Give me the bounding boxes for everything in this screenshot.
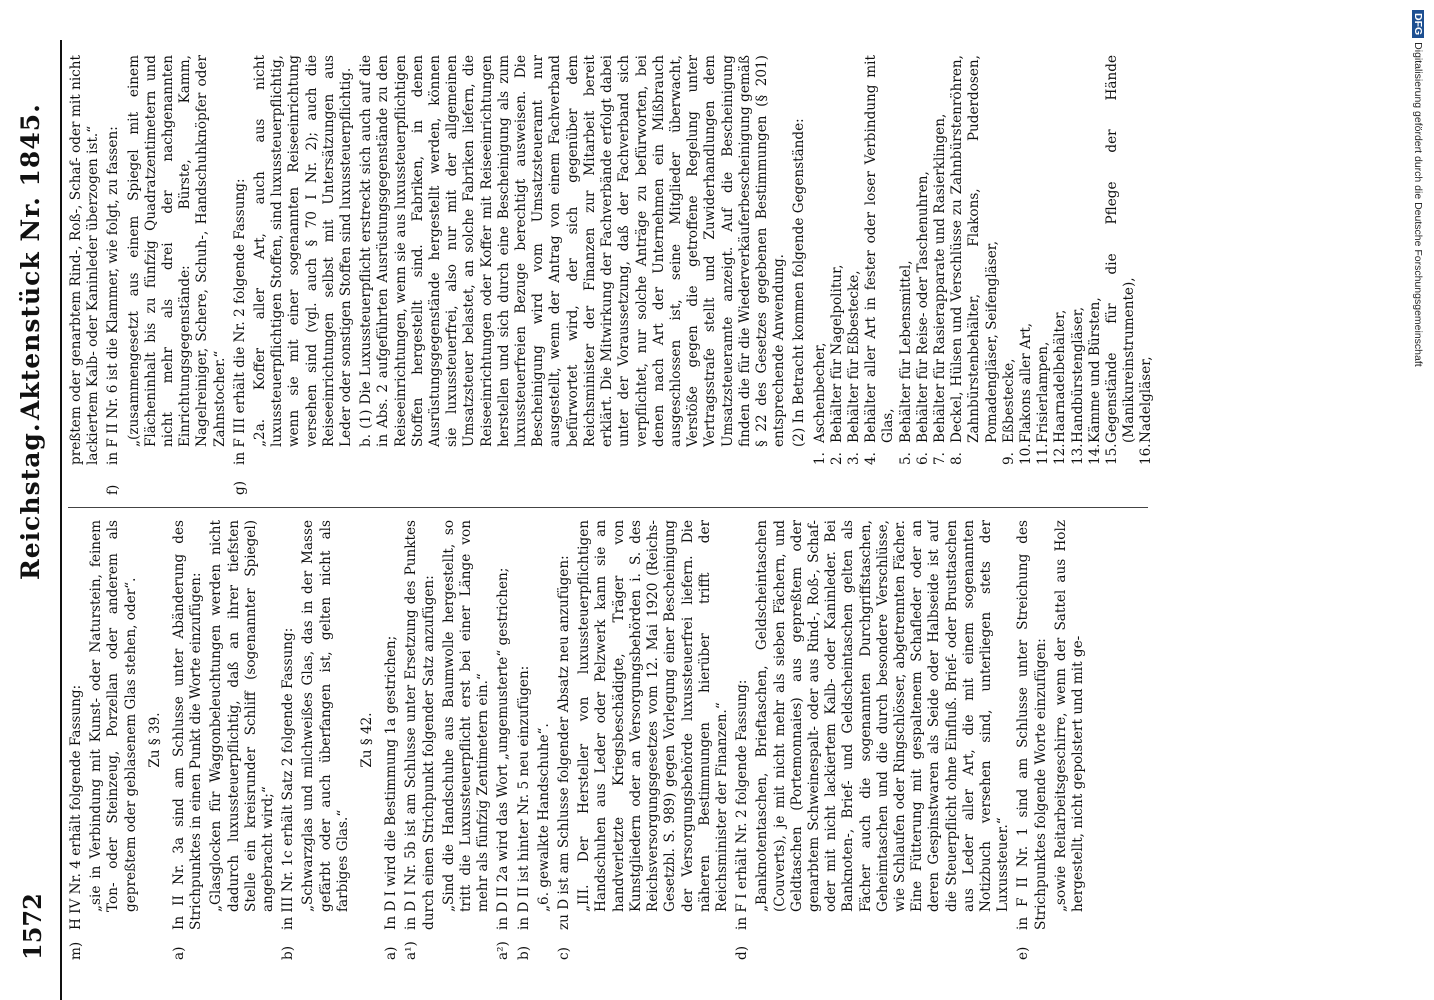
paragraph-m: m)H IV Nr. 4 erhält folgende Fassung:	[68, 684, 84, 960]
funding-note-text: Digitalisierung gefördert durch die Deutsche Forschungsgemeinschaft	[1412, 42, 1424, 367]
list-item: 9.Eßbestecke,	[1000, 358, 1017, 465]
list-item: 14.Kämme und Bürsten,	[1086, 297, 1103, 465]
list-item: 5.Behälter für Lebensmittel,	[897, 260, 914, 465]
page-number: 1572	[18, 893, 47, 960]
quote-42a1: „Sind die Handschuhe aus Baumwolle hergestellt, so tritt die Luxussteuerpflicht erst bei einer Länge von mehr als fünfzig Zentimetern ein.“	[440, 520, 492, 912]
paragraph-42c: c)zu D ist am Schlusse folgender Absatz neu anzufügen:	[556, 555, 573, 960]
header-left-title: Reichstag.	[16, 422, 45, 580]
funding-note	[1412, 10, 1424, 367]
list-item: 7.Behälter für Rasierapparate und Rasierklingen,	[931, 113, 948, 465]
item-list	[812, 55, 1156, 495]
paragraph-42b: b)in D II ist hinter Nr. 5 neu einzufügen:	[515, 665, 532, 960]
list-item: 2.Behälter für Nagelpolitur,	[828, 264, 845, 465]
quote-39a: „Glasglocken für Waggonbeleuchtungen werden nicht dadurch luxussteuerpflichtig, daß an ihrer tiefsten Stelle ein kreisrunder Schliff (sogenannter Spiegel) angebracht wird;“	[208, 520, 277, 912]
paragraph-42e: e)in F II Nr. 1 sind am Schlusse unter Streichung des Strichpunktes folgende Worte einzufügen:	[1015, 520, 1049, 960]
list-item: 3.Behälter für Eßbestecke,	[845, 270, 862, 465]
paragraph-39b: b)in III Nr. 1c erhält Satz 2 folgende Fassung:	[280, 627, 297, 960]
section-heading-42: Zu § 42.	[359, 712, 376, 768]
list-item: 13.Handbürstengläser,	[1069, 306, 1086, 465]
quote-g-a: „2a. Koffer aller Art, auch aus nicht luxussteuerpflichtigen Stoffen, sind luxussteuerpflichtig, wenn sie mit einer sogenannten Reiseeinrichtung versehen sind (vgl. auch § 70 I Nr. 2); auch die Reiseeinrichtungen selbst mit Untersätzungen aus Leder oder sonstigen Stoffen sind luxussteuerpflichtig.	[252, 55, 355, 447]
continuation-text: preßtem oder genarbtem Rind-, Roß-, Schaf- oder mit nicht lackiertem Kalb- oder Kaninleder überzogen ist.“	[68, 55, 102, 465]
quote-m: „sie in Verbindung mit Kunst- oder Naturstein, feinem Ton- oder Steinzeug, Porzellan oder anderem als gepreßtem oder geblasenem Glas stehen, oder“.	[88, 520, 139, 912]
paragraph-g: g)in F III erhält die Nr. 2 folgende Fassung:	[231, 178, 248, 495]
list-intro: (2) In Betracht kommen folgende Gegenstände:	[791, 118, 808, 447]
list-item: 1.Aschenbecher,	[811, 342, 828, 465]
list-item: 12.Haarnadelbehälter,	[1052, 309, 1069, 465]
quote-g-b: b. (1) Die Luxussteuerpflicht erstreckt sich auch auf die in Abs. 2 aufgeführten Ausrüstungsgegenstände zu den Reiseeinrichtungen, wenn sie aus luxussteuerpflichtigen Stoffen hergestellt sind. Fabriken, in denen Ausrüstungsgegenstände hergestellt werden, können sie luxussteuerfrei, also nur mit der allgemeinen Umsatzsteuer belastet, an solche Fabriken liefern, die Reiseeinrichtungen oder Koffer mit Reiseeinrichtungen herstellen und sich durch eine Bescheinigung als zum luxussteuerfreien Bezuge berechtigt ausweisen. Die Bescheinigung wird vom Umsatzsteueramt nur ausgestellt, wenn der Antrag von einem Fachverband befürwortet wird, der sich gegenüber dem Reichsminister der Finanzen zur Mitarbeit bereit erklärt. Die Mitwirkung der Fachverbände erfolgt dabei unter der Voraussetzung, daß der Fachverband sich verpflichtet, nur solche Anträge zu befürworten, bei denen nach Art der Unternehmen ein Mißbrauch ausgeschlossen ist, seine Mitglieder überwacht, Verstöße gegen die getroffene Regelung unter Vertragsstrafe stellt und Zuwiderhandlungen dem Umsatzsteueramte anzeigt. Auf die Bescheinigung finden die für die Wiederverkäuferbescheinigung gemäß § 22 des Gesetzes gegebenen Bestimmungen (§ 201) entsprechende Anwendung.	[358, 55, 788, 447]
list-item: 15.Gegenstände für die Pflege der Hände (Manikureinstrumente),	[1103, 55, 1138, 465]
column-right	[68, 55, 1368, 495]
quote-42d: „Banknotentaschen, Brieftaschen, Geldscheintaschen (Couverts), je mit nicht mehr als sieben Fächern, und Geldtaschen (Portemonnaies) aus gepreßtem oder genarbtem Schweinespalt- oder aus Rind-, Roß-, Schaf- oder mit nicht lackiertem Kalb- oder Kaninleder. Bei Banknoten-, Brief- und Geldscheintaschen gelten als Fächer auch die sogenannten Durchgriffstaschen, Geheimtaschen und die durch besondere Verschlüsse, wie Schlaufen oder Ringschlösser, abgetrennten Fächer. Eine Fütterung mit gespaltenem Schafleder oder an deren Gespinstwaren als Seide oder Halbseide ist auf die Steuerpflicht ohne Einfluß. Brief- oder Brusttaschen aus Leder aller Art, die mit einem sogenannten Notizbuch versehen sind, unterliegen stets der Luxussteuer.“	[754, 520, 1012, 912]
paragraph-39a: a)In II Nr. 3a sind am Schlusse unter Abänderung des Strichpunktes in einen Punkt die Worte einzufügen:	[171, 520, 205, 960]
list-item: 4.Behälter aller Art in fester oder loser Verbindung mit Glas,	[863, 55, 897, 465]
paragraph-f: f)in F II Nr. 6 ist die Klammer, wie folgt, zu fassen:	[105, 126, 122, 495]
paragraph-42a2: a²)in D II 2a wird das Wort „ungemusterte“ gestrichen;	[495, 567, 512, 960]
list-item: 10.Flakons aller Art,	[1017, 322, 1034, 465]
quote-42b: „6. gewalkte Handschuhe“.	[535, 723, 552, 912]
list-item: 16.Nadelgläser,	[1138, 356, 1155, 465]
column-left	[68, 520, 1368, 960]
page-header	[10, 40, 62, 1000]
list-item: 6.Behälter für Reise- oder Taschenuhren,	[914, 171, 931, 465]
quote-f: „(zusammengesetzt aus einem Spiegel mit einem Flächeninhalt bis zu fünfzig Quadratzentimetern und nicht mehr als drei der nachgenannten Einrichtungsgegenstände: Bürste, Kamm, Nagelreiniger, Schere, Schuh-, Handschuhknöpfer oder Zahnstocher.“	[125, 55, 228, 447]
paragraph-42a1: a¹)in D I Nr. 5b ist am Schlusse unter Ersetzung des Punktes durch einen Strichpunkt folgender Satz anzufügen:	[403, 520, 437, 960]
list-item: 8.Deckel, Hülsen und Verschlüsse zu Zahnbürstenröhren, Zahnbürstenbehälter, Flakons, Puderdosen, Pomadengläser, Seifengläser,	[949, 55, 1000, 465]
quote-42c: „III. Der Hersteller von luxussteuerpflichtigen Handschuhen aus Leder oder Pelzwerk kann sie an handverletzte Kriegsbeschädigte, Träger von Kunstgliedern oder an Versorgungsbehörden i. S. des Reichsversorgungsgesetzes vom 12. Mai 1920 (Reichs-Gesetzbl. S. 989) gegen Vorlegung einer Bescheinigung der Versorgungsbehörde luxussteuerfrei liefern. Die näheren Bestimmungen hierüber trifft der Reichsminister der Finanzen.“	[576, 520, 730, 912]
section-heading-39: Zu § 39.	[146, 712, 163, 768]
quote-39b: „Schwarzglas und milchweißes Glas, das in der Masse gefärbt oder auch überfangen ist, gelten nicht als farbiges Glas.“	[300, 520, 351, 912]
paragraph-42a: a)In D I wird die Bestimmung 1a gestrichen;	[383, 635, 400, 960]
list-item: 11.Frisierlampen,	[1035, 341, 1052, 465]
quote-42e: „sowie Reitarbeitsgeschirre, wenn der Sattel aus Holz hergestellt, nicht gepolstert und mit ge-	[1052, 520, 1086, 912]
dfg-logo: DFG	[1412, 10, 1424, 38]
rotated-page	[10, 0, 1400, 1000]
header-right-title: Aktenstück Nr. 1845.	[16, 103, 45, 420]
paragraph-42d: d)in F I erhält Nr. 2 folgende Fassung:	[734, 679, 751, 960]
column-divider	[68, 507, 1148, 508]
